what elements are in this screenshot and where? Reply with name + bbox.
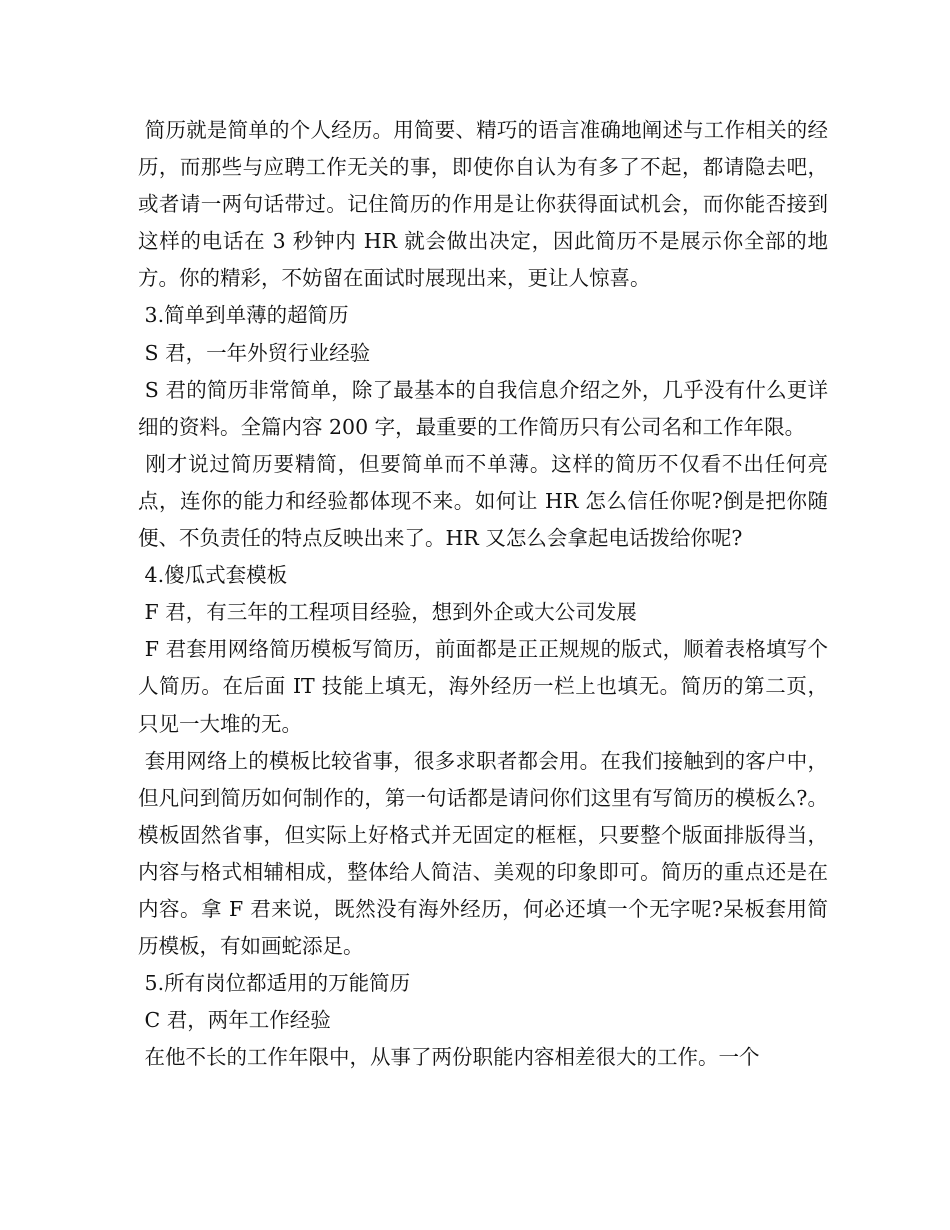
heading-3-thin-resume: 3.简单到单薄的超简历	[138, 303, 349, 328]
heading-5-universal-resume: 5.所有岗位都适用的万能简历	[138, 971, 411, 996]
case-s-commentary: 刚才说过简历要精简，但要简单而不单薄。这样的简历不仅看不出任何亮点，连你的能力和经验都体现不来。如何让 HR 怎么信任你呢?倒是把你随便、不负责任的特点反映出来了。HR 又怎么会拿起电话拨给你呢?	[138, 451, 828, 551]
case-s-description: S 君的简历非常简单，除了最基本的自我信息介绍之外，几乎没有什么更详细的资料。全篇内容 200 字，最重要的工作简历只有公司名和工作年限。	[138, 377, 828, 439]
case-f-intro: F 君，有三年的工程项目经验，想到外企或大公司发展	[138, 600, 637, 625]
case-c-intro: C 君，两年工作经验	[138, 1008, 331, 1033]
paragraph-resume-intro: 简历就是简单的个人经历。用简要、精巧的语言准确地阐述与工作相关的经历，而那些与应聘工作无关的事，即使你自认为有多了不起，都请隐去吧，或者请一两句话带过。记住简历的作用是让你获得面试机会，而你能否接到这样的电话在 3 秒钟内 HR 就会做出决定，因此简历不是展示你全部的地方。你的精彩，不妨留在面试时展现出来，更让人惊喜。	[138, 118, 828, 291]
case-f-commentary: 套用网络上的模板比较省事，很多求职者都会用。在我们接触到的客户中，但凡问到简历如何制作的，第一句话都是请问你们这里有写简历的模板么?。模板固然省事，但实际上好格式并无固定的框框，只要整个版面排版得当，内容与格式相辅相成，整体给人简洁、美观的印象即可。简历的重点还是在内容。拿 F 君来说，既然没有海外经历，何必还填一个无字呢?呆板套用简历模板，有如画蛇添足。	[138, 748, 828, 959]
case-s-intro: S 君，一年外贸行业经验	[138, 340, 371, 365]
case-c-description: 在他不长的工作年限中，从事了两份职能内容相差很大的工作。一个	[138, 1045, 760, 1070]
heading-4-template: 4.傻瓜式套模板	[138, 563, 288, 588]
case-f-description: F 君套用网络简历模板写简历，前面都是正正规规的版式，顺着表格填写个人简历。在后面 IT 技能上填无，海外经历一栏上也填无。简历的第二页，只见一大堆的无。	[138, 637, 828, 736]
document-page	[138, 112, 828, 1076]
